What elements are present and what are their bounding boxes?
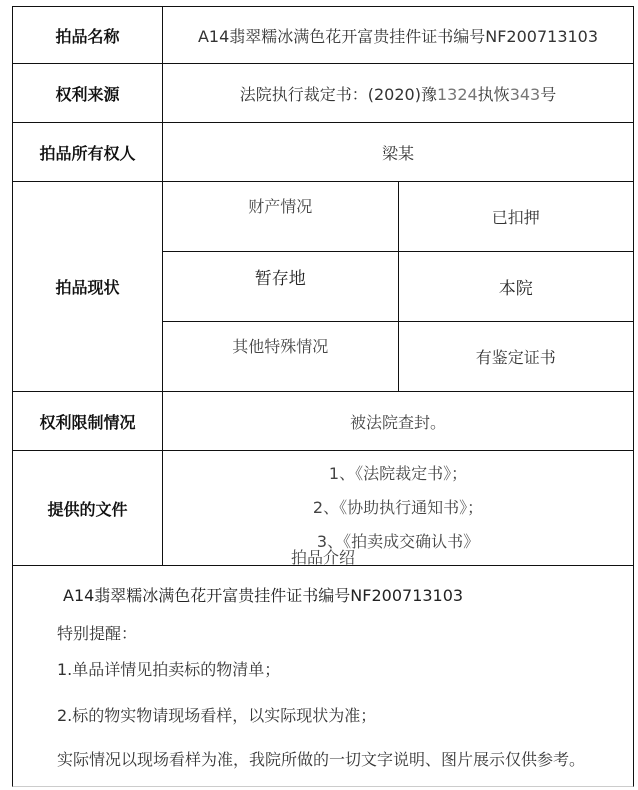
rights-source-value — [163, 64, 634, 123]
rights-limit-value: 被法院查封。 — [163, 392, 634, 451]
reminder-item: 2.标的物实物请现场看样，以实际现状为准； — [57, 706, 377, 725]
documents-label: 提供的文件 — [13, 451, 163, 566]
row-rights-source — [13, 64, 634, 123]
row-item-name — [13, 7, 634, 64]
rights-source-label: 权利来源 — [13, 64, 163, 123]
row-rights-limit — [13, 392, 634, 451]
status-value: 有鉴定证书 — [398, 322, 634, 392]
status-key: 暂存地 — [163, 252, 399, 322]
status-label: 拍品现状 — [13, 182, 163, 392]
intro-item-name: A14翡翠糯冰满色花开富贵挂件证书编号NF200713103 — [63, 586, 464, 605]
status-key: 其他特殊情况 — [163, 322, 399, 392]
item-introduction — [12, 535, 634, 787]
owner-value: 梁某 — [163, 123, 634, 182]
source-number-2: 343 — [509, 84, 541, 104]
document-item: 3、《拍卖成交确认书》 — [316, 532, 480, 551]
item-name-value: A14翡翠糯冰满色花开富贵挂件证书编号NF200713103 — [163, 7, 634, 64]
disclaimer: 实际情况以现场看样为准，我院所做的一切文字说明、图片展示仅供参考。 — [57, 750, 586, 769]
row-status-1 — [13, 182, 634, 252]
intro-title: 拍品介绍 — [290, 548, 355, 567]
status-value: 本院 — [398, 252, 634, 322]
rights-limit-label: 权利限制情况 — [13, 392, 163, 451]
status-value: 已扣押 — [398, 182, 634, 252]
document-item: 2、《协助执行通知书》； — [312, 498, 484, 517]
row-owner — [13, 123, 634, 182]
owner-label: 拍品所有权人 — [13, 123, 163, 182]
auction-info-table — [12, 6, 634, 566]
document-item: 1、《法院裁定书》； — [328, 464, 468, 483]
reminder-item: 1.单品详情见拍卖标的物清单； — [57, 660, 281, 679]
item-name-label: 拍品名称 — [13, 7, 163, 64]
source-mid: 执恢 — [477, 84, 510, 104]
reminder-title: 特别提醒： — [57, 624, 138, 643]
source-suffix: 号 — [540, 84, 557, 104]
status-key: 财产情况 — [163, 182, 399, 252]
source-number-1: 1324 — [436, 84, 478, 104]
source-prefix: 法院执行裁定书：(2020)豫 — [239, 84, 437, 104]
